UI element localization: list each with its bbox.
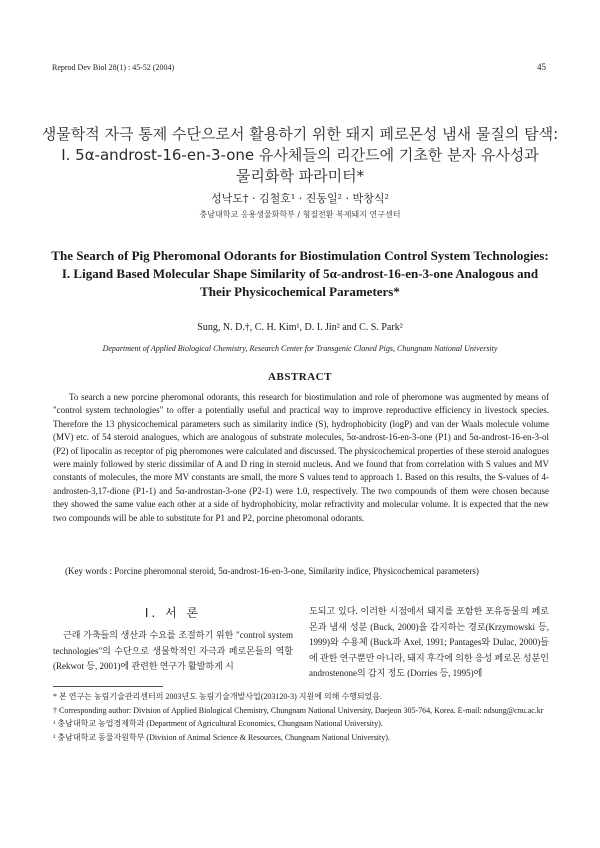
footnote-affiliation-1: ¹ 충남대학교 농업경제학과 (Department of Agricultural Economics, Chungnam National University).	[53, 719, 383, 728]
body-left-column: 근래 가축들의 생산과 수요를 조절하기 위한 "control system technologies"의 수단으로 생물학적인 자극과 페로몬들의 역할 (Rekwot 등, 2001)에 관련한 연구가 활발하게 시	[53, 630, 293, 671]
page-number: 45	[537, 62, 546, 72]
section-heading-introduction: I. 서 론	[144, 606, 202, 620]
english-title	[38, 247, 562, 301]
english-title-line-1: The Search of Pig Pheromonal Odorants for Biostimulation Control System Technologies:	[51, 248, 549, 263]
footnotes	[53, 691, 549, 745]
korean-affiliation: 충남대학교 응용생물화학부 / 형질전환 복제돼지 연구센터	[199, 210, 401, 219]
journal-citation: Reprod Dev Biol 28(1) : 45-52 (2004)	[52, 63, 175, 72]
english-authors: Sung, N. D.†, C. H. Kim¹, D. I. Jin² and C. S. Park²	[197, 322, 403, 333]
english-title-line-2: I. Ligand Based Molecular Shape Similarity of 5α-androst-16-en-3-one Analogous and	[61, 266, 539, 281]
korean-title-line-2: I. 5α-androst-16-en-3-one 유사체들의 리간드에 기초한 분자 유사성과	[61, 146, 539, 164]
korean-title	[40, 124, 560, 187]
body-right-column: 도되고 있다. 이러한 시점에서 돼지를 포함한 포유동물의 페로몬과 냄새 성분 (Buck, 2000)을 감지하는 경로(Krzymowski 등, 1999)와 수용체 (Buck과 Axel, 1991; Pantages와 Dulac, 2000)들에 관한 연구뿐만 아니라, 돼지 후각에 의한 응성 페로몬 성분인 androstenone의 감지 정도 (Dorries 등, 1995)에	[309, 606, 549, 678]
keywords: (Key words : Porcine pheromonal steroid, 5α-androst-16-en-3-one, Similarity indice, Physicochemical parameters)	[65, 566, 479, 576]
english-affiliation: Department of Applied Biological Chemistry, Research Center for Transgenic Cloned Pigs, Chungnam National University	[102, 344, 498, 353]
abstract-body: To search a new porcine pheromonal odorants, this research for biostimulation and role of pheromone was augmented by means of "control system technologies" to offer a potentially useful and practical way to improve reproductive efficiency in livestock species. Therefore the 13 physicochemical parameters such as similarity indice (S), hydrophobicity (logP) and van der Waals molecule volume (MV) etc. of 54 steroid analogues, which are analogous of substrate molecules, 5α-androst-16-en-3-one (P1) and 5α-androst-16-en-3-ol (P2) of lipocalin as receptor of pig pheromones were calculated and discussed. The physicochemical properties of these steroid analogues were mainly followed by steric dissimilar of A and D ring in steroid nucleus. And we found that from correlation with S values and MV constants of molecules, the more MV constants are small, the more S values tend to approach 1. Based on this results, the S-values of 4-androsten-3,17-dione (P1-1) and 5α-androstan-3-one (P2-1) were 1.0, respectively. The two compounds of them were chosen because they showed the same value each other at a side of hydrophobicity, molar refractivity and molecular volume. It is expected that the new two compounds will be able to substitute for P1 and P2, porcine pheromonal odorants.	[53, 392, 549, 523]
footnote-divider	[53, 686, 163, 687]
english-title-line-3: Their Physicochemical Parameters*	[200, 284, 400, 299]
korean-title-line-3: 물리화학 파라미터*	[235, 167, 365, 185]
footnote-funding: * 본 연구는 농림기술관리센터의 2003년도 농림기술개발사업(203120-3) 지원에 의해 수행되었음.	[53, 692, 383, 701]
korean-authors: 성낙도† · 김철호¹ · 진동일² · 박창식²	[211, 192, 389, 205]
footnote-affiliation-2: ² 충남대학교 동물자원학부 (Division of Animal Science & Resources, Chungnam National University).	[53, 732, 390, 742]
footnote-corresponding-author: † Corresponding author: Division of Applied Biological Chemistry, Chungnam National University, Daejeon 305-764, Korea. E-mail: ndsung@cnu.ac.kr	[53, 705, 544, 715]
korean-title-line-1: 생물학적 자극 통제 수단으로서 활용하기 위한 돼지 페로몬성 냄새 물질의 탐색:	[41, 125, 559, 143]
abstract-heading: ABSTRACT	[268, 371, 332, 383]
